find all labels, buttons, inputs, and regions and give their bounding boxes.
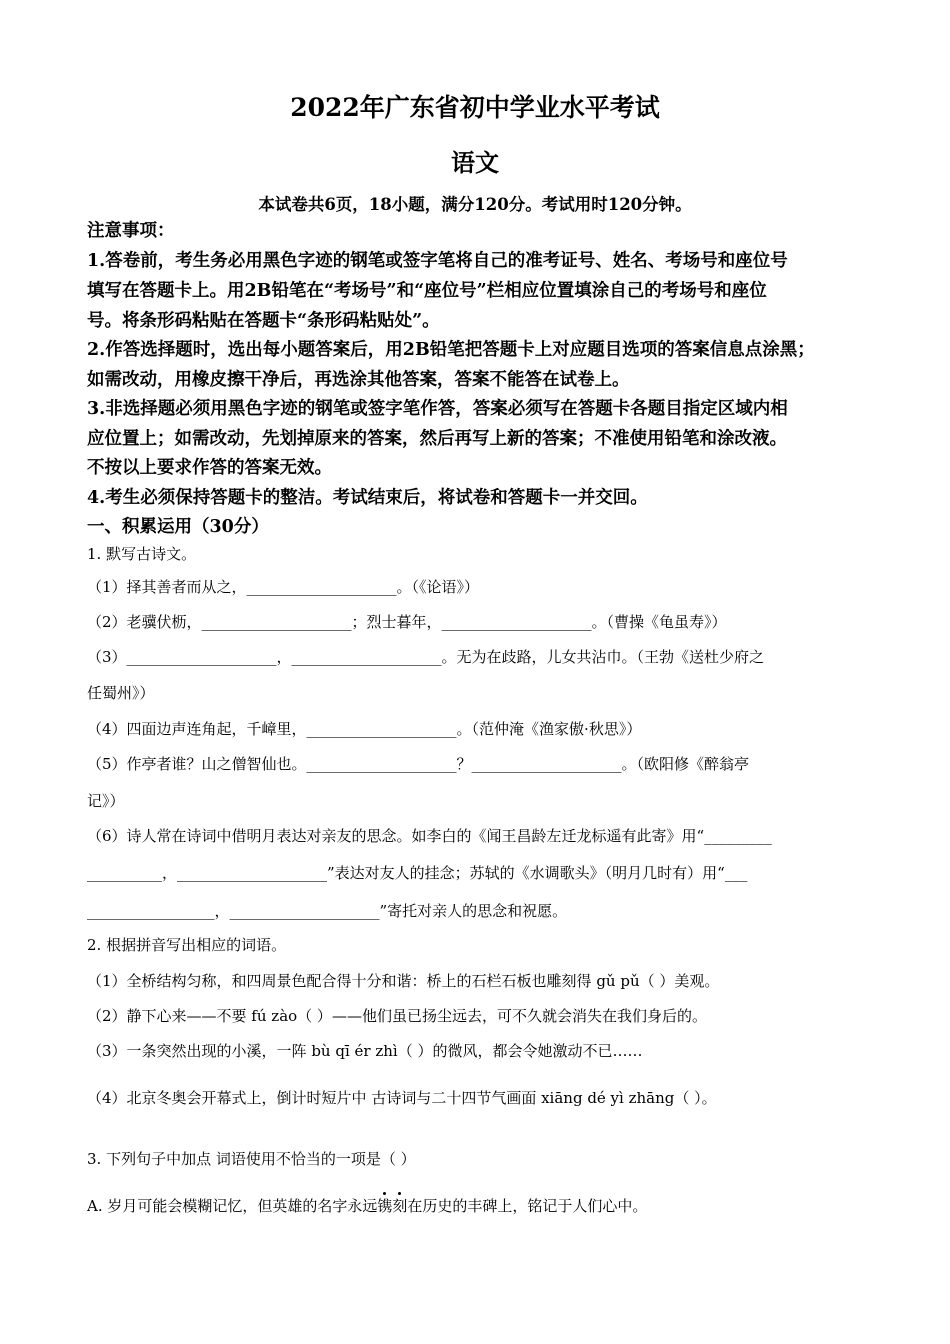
notice-heading: 注意事项：	[87, 221, 175, 241]
notice-line: 填写在答题卡上。用2B铅笔在“考场号”和“座位号”栏相应位置填涂自己的考场号和座位	[87, 281, 767, 301]
exam-title: 2022年广东省初中学业水平考试	[290, 93, 660, 122]
notice-line: 4.考生必须保持答题卡的整洁。考试结束后，将试卷和答题卡一并交回。	[87, 488, 648, 508]
question-2-line: （3）一条突然出现的小溪，一阵 bù qī ér zhì（ ）的微风，都会令她激动不已……	[87, 1042, 643, 1060]
question-1-line: （3）____________________，____________________。无为在歧路，儿女共沾巾。（王勃《送杜少府之	[87, 648, 765, 666]
notice-line: 号。将条形码粘贴在答题卡“条形码粘贴处”。	[87, 311, 440, 331]
question-2-stem: 2. 根据拼音写出相应的词语。	[87, 936, 287, 954]
question-3-stem: 3. 下列句子中加点 词语使用不恰当的一项是（ ）	[87, 1150, 416, 1168]
question-1-line: （4）四面边声连角起，千嶂里，____________________。（范仲淹《渔家傲·秋思》）	[87, 720, 642, 738]
notice-line: 不按以上要求作答的答案无效。	[87, 458, 332, 478]
notice-line: 1.答卷前，考生务必用黑色字迹的钢笔或签字笔将自己的准考证号、姓名、考场号和座位号	[87, 251, 788, 271]
notice-line: 3.非选择题必须用黑色字迹的钢笔或签字笔作答，答案必须写在答题卡各题目指定区域内相	[87, 399, 788, 419]
question-1-line: （1）择其善者而从之，____________________。（《论语》）	[87, 578, 480, 596]
exam-info: 本试卷共6页，18小题，满分120分。考试用时120分钟。	[258, 195, 692, 214]
section-heading: 一、积累运用（30分）	[87, 517, 269, 537]
question-1-stem: 1. 默写古诗文。	[87, 545, 197, 563]
notice-line: 如需改动，用橡皮擦干净后，再选涂其他答案，答案不能答在试卷上。	[87, 370, 630, 390]
question-1-line: 记》）	[87, 792, 125, 810]
question-2-line: （4）北京冬奥会开幕式上，倒计时短片中 古诗词与二十四节气画面 xiāng dé yì zhāng（ ）。	[87, 1089, 717, 1107]
question-3-option-a	[87, 1195, 647, 1216]
notice-line: 应位置上；如需改动，先划掉原来的答案，然后再写上新的答案；不准使用铅笔和涂改液。	[87, 429, 787, 449]
notice-line: 2.作答选择题时，选出每小题答案后，用2B铅笔把答题卡上对应题目选项的答案信息点涂黑；	[87, 340, 815, 360]
question-1-line: （6）诗人常在诗词中借明月表达对亲友的思念。如李白的《闻王昌龄左迁龙标遥有此寄》用“_________	[87, 827, 772, 845]
emphasis-char: 镌	[377, 1197, 393, 1215]
option-a-text: A. 岁月可能会模糊记忆，但英雄的名字永远	[87, 1197, 378, 1215]
question-2-line: （1）全桥结构匀称，和四周景色配合得十分和谐：桥上的石栏石板也雕刻得 gǔ pǔ（ ）美观。	[87, 972, 720, 990]
question-2-line: （2）静下心来——不要 fú zào（ ）——他们虽已扬尘远去，可不久就会消失在我们身后的。	[87, 1007, 707, 1025]
question-1-line: 任蜀州》）	[87, 684, 155, 702]
option-a-text: 在历史的丰碑上，铭记于人们心中。	[407, 1197, 648, 1215]
emphasis-char: 刻	[392, 1197, 408, 1215]
question-1-line: （2）老骥伏枥，____________________；烈士暮年，____________________。（曹操《龟虽寿》）	[87, 613, 727, 631]
question-1-line: __________，____________________”表达对友人的挂念；苏轼的《水调歌头》（明月几时有）用“___	[87, 864, 748, 882]
exam-subject: 语文	[451, 148, 499, 177]
question-1-line: _________________，____________________”寄托对亲人的思念和祝愿。	[87, 902, 568, 920]
question-1-line: （5）作亭者谁？山之僧智仙也。____________________？____________________。（欧阳修《醉翁亭	[87, 755, 750, 773]
